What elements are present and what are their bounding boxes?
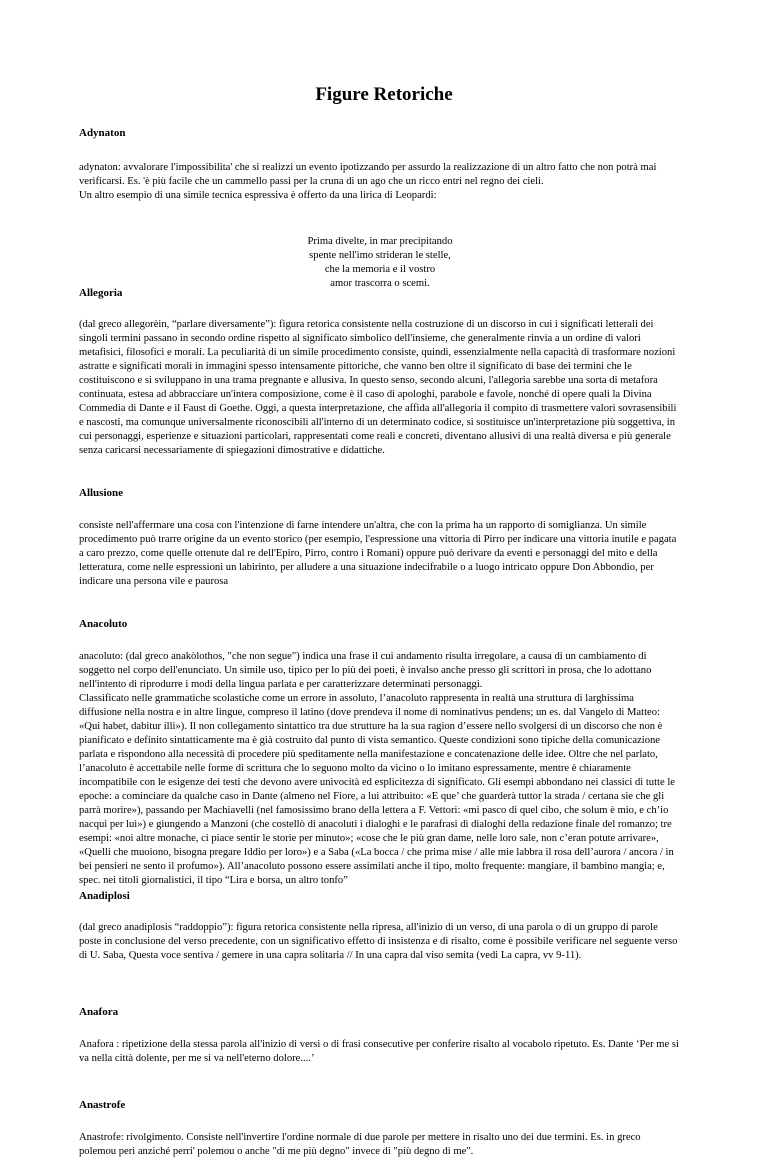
paragraph-anadiplosi: (dal greco anadiplosis “raddoppio”): figura retorica consistente nella ripresa, all'inizio di un verso, di una parola o di un gruppo di parole poste in conclusione del verso precedente, con un significativo effetto di insistenza e di risalto, come è possibile verificare nel seguente verso di U. Saba, Questa voce sentiva / gemere in una capra solitaria // In una capra dal viso semita (vedi La capra, vv 9-11). <box>79 922 678 961</box>
heading-anadiplosi: Anadiplosi <box>79 890 130 902</box>
heading-allusione: Allusione <box>79 487 124 499</box>
paragraph-allusione: consiste nell'affermare una cosa con l'intenzione di farne intendere un'altra, che con la prima ha un rapporto di somiglianza. Un simile procedimento può trarre origine da un evento storico (per esempio, l'espressione una vittoria di Pirro per indicare una vittoria inutile e pagata a caro prezzo, come quelle ottenute dal re dell'Epiro, Pirro, contro i Romani) oppure può derivare da eventi e personaggi del mito e della letteratura, come nelle espressioni un labirinto, per alludere a una situazione indecifrabile o a luogo intricato oppure Don Abbondio, per indicare una persona vile e paurosa <box>79 520 677 587</box>
heading-allegoria: Allegoria <box>79 287 123 299</box>
paragraph-anastrofe: Anastrofe: rivolgimento. Consiste nell'invertire l'ordine normale di due parole per mettere in risalto uno dei due termini. Es. in greco polemou peri anziché perri' polemou o anche "di me più degno" invece di "più degno di me". <box>79 1132 641 1157</box>
heading-anacoluto: Anacoluto <box>79 618 128 630</box>
paragraph-allegoria: (dal greco allegorèin, “parlare diversamente”): figura retorica consistente nella costruzione di un discorso in cui i significati letterali dei singoli termini passano in secondo ordine rispetto al significato simbolico dell'insieme, che generalmente rinvia a un ordine di valori metafisici, filosofici e morali. La peculiarità di un simile procedimento consiste, quindi, essenzialmente nella capacità di trasformare nozioni astratte e significati morali in immagini spesso intensamente pittoriche, che vanno ben oltre il significato di base dei termini che le costituiscono e si sviluppano in una trama pregnante e allusiva. In questo senso, secondo alcuni, l'allegoria sarebbe una sorta di metafora continuata, estesa ad abbracciare un'intera composizione, come è il caso di apologhi, parabole e favole, nonché di opere quali la Divina Commedia di Dante e il Faust di Goethe. Oggi, a questa interpretazione, che affida all'allegoria il compito di trasmettere valori sovrasensibili e nascosti, ma comunque universalmente riconoscibili all'interno di un determinato codice, si sostituisce un'interpretazione più soggettiva, in cui personaggi, esperienze e situazioni particolari, rappresentati come reali e concreti, diventano allusivi di una realtà diversa e più generale senza caricarsi necessariamente di spiegazioni dimostrative e didattiche. <box>79 319 677 456</box>
page-title: Figure Retoriche <box>315 84 453 105</box>
heading-anafora: Anafora <box>79 1006 119 1018</box>
paragraph-adynaton: adynaton: avvalorare l'impossibilita' che si realizzi un evento ipotizzando per assurdo la realizzazione di un altro fatto che non potrà mai verificarsi. Es. 'è più facile che un cammello passi per la cruna di un ago che un ricco entri nel regno dei cieli. Un altro esempio di una simile tecnica espressiva è offerto da una lirica di Leopardi: <box>79 162 657 201</box>
paragraph-anafora: Anafora : ripetizione della stessa parola all'inizio di versi o di frasi consecutive per conferire risalto al vocabolo ripetuto. Es. Dante ‘Per me si va nella città dolente, per me si va nell'eterno dolore....’ <box>79 1039 679 1064</box>
poem-leopardi: Prima divelte, in mar precipitando spente nell'imo strideran le stelle, che la memoria e il vostro amor trascorra o scemi. <box>307 236 453 289</box>
heading-anastrofe: Anastrofe <box>79 1099 126 1111</box>
paragraph-anacoluto: anacoluto: (dal greco anakòlothos, "che non segue") indica una frase il cui andamento risulta irregolare, a causa di un cambiamento di soggetto nel corpo dell'enunciato. Un simile uso, tipico per lo più dei poeti, è invalso anche presso gli scrittori in prosa, che lo adottano nell'intento di riprodurre i modi della lingua parlata e per caratterizzare determinati personaggi. Classificato nelle grammatiche scolastiche come un errore in assoluto, l’anacoluto rappresenta in realtà una struttura di larghissima diffusione nella nostra e in altre lingue, compreso il latino (dove prendeva il nome di nominativus pendens; un es. dal Vangelo di Matteo: «Qui habet, dabitur illi»). Il non collegamento sintattico tra due strutture ha la sua ragion d’essere nello svolgersi di un discorso che non è pianificato e definito sintatticamente ma è già costruito dal punto di vista semantico. Queste condizioni sono tipiche della comunicazione parlata e rispondono alla necessità di procedere più speditamente nella manifestazione e concatenazione delle idee. Oltre che nel parlato, l’anacoluto è accettabile nelle forme di scrittura che lo seguono molto da vicino o lo imitano espressamente, mentre è chiaramente incompatibile con le esigenze dei testi che devono avere univocità ed esplicitezza di significato. Gli esempi abbondano nei classici di tutte le epoche: a cominciare da qualche caso in Dante (almeno nel Fiore, a lui attribuito: «E que’ che guarderà tuttor la strada / certana sie che gli parrà morire»), passando per Machiavelli (nel famosissimo brano della lettera a F. Vettori: «mi pasco di quel cibo, che solum è mio, e ch’io nacqui per lui») e giungendo a Manzoni (che costellò di anacoluti i dialoghi e le parafrasi di dialoghi della redazione finale del romanzo; tre esempi: «noi altre monache, ci piace sentir le storie per minuto»; «cose che le più gran dame, nelle loro sale, non c’eran potute arrivare», «Quelli che muoiono, bisogna pregare Iddio per loro») e a Saba («La bocca / che prima mise / alle mie labbra il rosa dell’aurora / ancora / in bei pensieri ne sento il profumo»). All’anacoluto possono essere assimilati anche il tipo, molto frequente: mangiare, il bambino mangia; e, spec. nei titoli giornalistici, il tipo “Lira e borsa, un altro tonfo” <box>79 651 675 886</box>
heading-adynaton: Adynaton <box>79 127 126 139</box>
